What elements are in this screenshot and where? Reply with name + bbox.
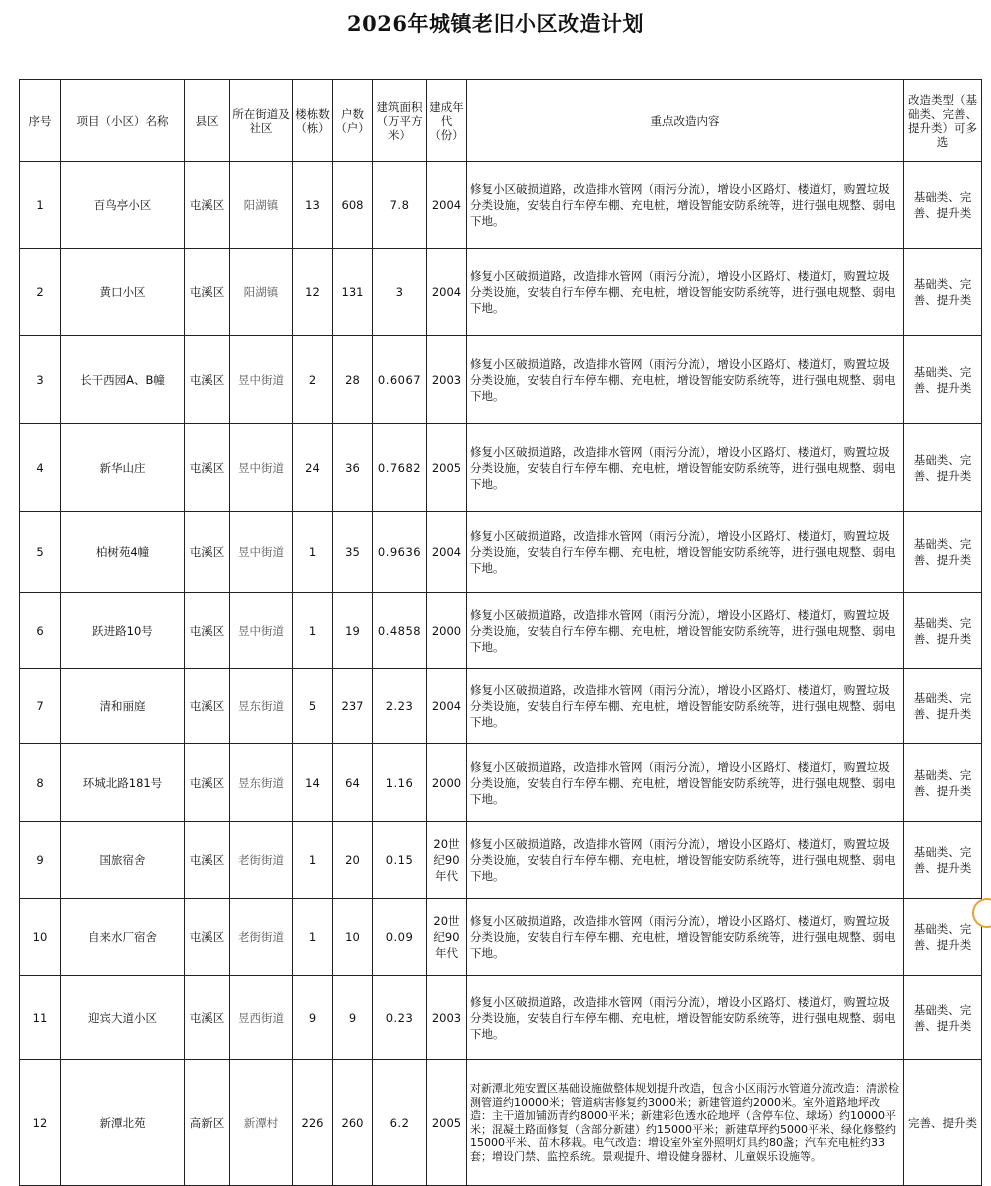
- cell-type: 基础类、完善、提升类: [904, 899, 982, 976]
- cell-district: 屯溪区: [185, 822, 230, 899]
- cell-seq: 1: [20, 162, 61, 249]
- cell-year: 2003: [427, 976, 467, 1060]
- cell-street: 昱中街道: [230, 424, 293, 512]
- cell-year: 2000: [427, 744, 467, 822]
- table-row: [20, 976, 982, 1060]
- cell-year: 20世纪90年代: [427, 899, 467, 976]
- cell-households: 10: [333, 899, 373, 976]
- table-row: [20, 669, 982, 744]
- cell-buildings: 13: [293, 162, 333, 249]
- cell-content: 修复小区破损道路，改造排水管网（雨污分流），增设小区路灯、楼道灯，购置垃圾分类设施，安装自行车停车棚、充电桩，增设智能安防系统等，进行强电规整、弱电下地。: [467, 899, 904, 976]
- cell-year: 2004: [427, 512, 467, 593]
- cell-content: 修复小区破损道路，改造排水管网（雨污分流），增设小区路灯、楼道灯，购置垃圾分类设施，安装自行车停车棚、充电桩，增设智能安防系统等，进行强电规整、弱电下地。: [467, 512, 904, 593]
- cell-name: 长干西园A、B幢: [61, 336, 185, 424]
- cell-content: 修复小区破损道路，改造排水管网（雨污分流），增设小区路灯、楼道灯，购置垃圾分类设施，安装自行车停车棚、充电桩，增设智能安防系统等，进行强电规整、弱电下地。: [467, 249, 904, 336]
- cell-seq: 7: [20, 669, 61, 744]
- cell-year: 2000: [427, 593, 467, 669]
- cell-type: 基础类、完善、提升类: [904, 593, 982, 669]
- cell-type: 基础类、完善、提升类: [904, 336, 982, 424]
- cell-area: 0.09: [373, 899, 427, 976]
- cell-seq: 11: [20, 976, 61, 1060]
- cell-seq: 9: [20, 822, 61, 899]
- cell-street: 昱西街道: [230, 976, 293, 1060]
- cell-district: 屯溪区: [185, 976, 230, 1060]
- cell-content: 修复小区破损道路，改造排水管网（雨污分流），增设小区路灯、楼道灯，购置垃圾分类设施，安装自行车停车棚、充电桩，增设智能安防系统等，进行强电规整、弱电下地。: [467, 162, 904, 249]
- cell-buildings: 9: [293, 976, 333, 1060]
- cell-district: 屯溪区: [185, 249, 230, 336]
- cell-seq: 3: [20, 336, 61, 424]
- header-type: 改造类型（基础类、完善、提升类）可多选: [904, 80, 982, 162]
- cell-area: 0.4858: [373, 593, 427, 669]
- cell-content: 修复小区破损道路，改造排水管网（雨污分流），增设小区路灯、楼道灯，购置垃圾分类设施，安装自行车停车棚、充电桩，增设智能安防系统等，进行强电规整、弱电下地。: [467, 744, 904, 822]
- cell-households: 20: [333, 822, 373, 899]
- cell-buildings: 12: [293, 249, 333, 336]
- cell-seq: 6: [20, 593, 61, 669]
- cell-type: 基础类、完善、提升类: [904, 822, 982, 899]
- cell-seq: 5: [20, 512, 61, 593]
- cell-buildings: 1: [293, 899, 333, 976]
- cell-area: 3: [373, 249, 427, 336]
- cell-year: 20世纪90年代: [427, 822, 467, 899]
- cell-name: 柏树苑4幢: [61, 512, 185, 593]
- header-households: 户数（户）: [333, 80, 373, 162]
- cell-area: 0.9636: [373, 512, 427, 593]
- cell-households: 64: [333, 744, 373, 822]
- cell-district: 屯溪区: [185, 336, 230, 424]
- cell-name: 跃进路10号: [61, 593, 185, 669]
- table-row: [20, 822, 982, 899]
- cell-type: 基础类、完善、提升类: [904, 249, 982, 336]
- cell-name: 百鸟亭小区: [61, 162, 185, 249]
- cell-content: 修复小区破损道路，改造排水管网（雨污分流），增设小区路灯、楼道灯，购置垃圾分类设施，安装自行车停车棚、充电桩，增设智能安防系统等，进行强电规整、弱电下地。: [467, 976, 904, 1060]
- cell-name: 黄口小区: [61, 249, 185, 336]
- cell-name: 环城北路181号: [61, 744, 185, 822]
- cell-street: 老街街道: [230, 822, 293, 899]
- cell-households: 260: [333, 1060, 373, 1186]
- cell-district: 屯溪区: [185, 669, 230, 744]
- table-row: [20, 899, 982, 976]
- cell-content: 修复小区破损道路，改造排水管网（雨污分流），增设小区路灯、楼道灯，购置垃圾分类设施，安装自行车停车棚、充电桩，增设智能安防系统等，进行强电规整、弱电下地。: [467, 822, 904, 899]
- header-area: 建筑面积（万平方米）: [373, 80, 427, 162]
- table-row: [20, 593, 982, 669]
- renovation-plan-table: [19, 79, 982, 1186]
- cell-year: 2005: [427, 1060, 467, 1186]
- cell-content: 修复小区破损道路，改造排水管网（雨污分流），增设小区路灯、楼道灯，购置垃圾分类设施，安装自行车停车棚、充电桩，增设智能安防系统等，进行强电规整、弱电下地。: [467, 424, 904, 512]
- cell-district: 屯溪区: [185, 899, 230, 976]
- header-year: 建成年代（份）: [427, 80, 467, 162]
- cell-type: 基础类、完善、提升类: [904, 669, 982, 744]
- cell-buildings: 24: [293, 424, 333, 512]
- cell-street: 昱中街道: [230, 336, 293, 424]
- cell-year: 2003: [427, 336, 467, 424]
- table-row: [20, 744, 982, 822]
- cell-seq: 10: [20, 899, 61, 976]
- cell-name: 国旅宿舍: [61, 822, 185, 899]
- cell-street: 阳湖镇: [230, 162, 293, 249]
- cell-type: 基础类、完善、提升类: [904, 744, 982, 822]
- cell-area: 0.7682: [373, 424, 427, 512]
- cell-district: 高新区: [185, 1060, 230, 1186]
- cell-buildings: 226: [293, 1060, 333, 1186]
- cell-households: 36: [333, 424, 373, 512]
- cell-district: 屯溪区: [185, 162, 230, 249]
- header-street: 所在街道及社区: [230, 80, 293, 162]
- header-name: 项目（小区）名称: [61, 80, 185, 162]
- cell-street: 老街街道: [230, 899, 293, 976]
- cell-seq: 4: [20, 424, 61, 512]
- cell-type: 基础类、完善、提升类: [904, 512, 982, 593]
- cell-households: 19: [333, 593, 373, 669]
- cell-year: 2004: [427, 162, 467, 249]
- cell-name: 迎宾大道小区: [61, 976, 185, 1060]
- cell-year: 2005: [427, 424, 467, 512]
- cell-street: 新潭村: [230, 1060, 293, 1186]
- cell-seq: 8: [20, 744, 61, 822]
- cell-area: 0.15: [373, 822, 427, 899]
- cell-street: 阳湖镇: [230, 249, 293, 336]
- page-title: 2026年城镇老旧小区改造计划: [347, 11, 644, 36]
- cell-name: 新华山庄: [61, 424, 185, 512]
- cell-street: 昱中街道: [230, 593, 293, 669]
- cell-district: 屯溪区: [185, 512, 230, 593]
- cell-households: 28: [333, 336, 373, 424]
- cell-street: 昱东街道: [230, 669, 293, 744]
- header-content: 重点改造内容: [467, 80, 904, 162]
- cell-households: 35: [333, 512, 373, 593]
- cell-content: 对新潭北苑安置区基础设施做整体规划提升改造，包含小区雨污水管道分流改造：清淤检测管道约10000米；管道病害修复约3000米；新建管道约2000米。室外道路地坪改造：主干道加铺沥青约8000平米；新建彩色透水砼地坪（含停车位、球场）约10000平米；混凝土路面修复（含部分新建）约15000平米；新建草坪约5000平米、绿化修整约15000平米、苗木移栽。电气改造：增设室外室外照明灯具约80盏；汽车充电桩约33套；增设门禁、监控系统。景观提升、增设健身器材、儿童娱乐设施等。: [467, 1060, 904, 1186]
- cell-type: 基础类、完善、提升类: [904, 424, 982, 512]
- cell-seq: 2: [20, 249, 61, 336]
- cell-district: 屯溪区: [185, 593, 230, 669]
- cell-households: 608: [333, 162, 373, 249]
- cell-content: 修复小区破损道路，改造排水管网（雨污分流），增设小区路灯、楼道灯，购置垃圾分类设施，安装自行车停车棚、充电桩，增设智能安防系统等，进行强电规整、弱电下地。: [467, 336, 904, 424]
- table-row: [20, 1060, 982, 1186]
- cell-area: 0.6067: [373, 336, 427, 424]
- cell-name: 新潭北苑: [61, 1060, 185, 1186]
- cell-buildings: 14: [293, 744, 333, 822]
- header-buildings: 楼栋数（栋）: [293, 80, 333, 162]
- table-header-row: [20, 80, 982, 162]
- cell-buildings: 1: [293, 822, 333, 899]
- cell-year: 2004: [427, 669, 467, 744]
- cell-buildings: 1: [293, 512, 333, 593]
- cell-type: 完善、提升类: [904, 1060, 982, 1186]
- table-row: [20, 512, 982, 593]
- cell-households: 131: [333, 249, 373, 336]
- cell-households: 237: [333, 669, 373, 744]
- table-row: [20, 162, 982, 249]
- cell-buildings: 1: [293, 593, 333, 669]
- cell-type: 基础类、完善、提升类: [904, 162, 982, 249]
- cell-buildings: 2: [293, 336, 333, 424]
- cell-area: 1.16: [373, 744, 427, 822]
- table-row: [20, 249, 982, 336]
- cell-district: 屯溪区: [185, 424, 230, 512]
- header-seq: 序号: [20, 80, 61, 162]
- cell-seq: 12: [20, 1060, 61, 1186]
- cell-area: 0.23: [373, 976, 427, 1060]
- cell-area: 2.23: [373, 669, 427, 744]
- cell-street: 昱东街道: [230, 744, 293, 822]
- cell-buildings: 5: [293, 669, 333, 744]
- cell-name: 清和丽庭: [61, 669, 185, 744]
- cell-district: 屯溪区: [185, 744, 230, 822]
- cell-area: 7.8: [373, 162, 427, 249]
- cell-name: 自来水厂宿舍: [61, 899, 185, 976]
- cell-area: 6.2: [373, 1060, 427, 1186]
- cell-content: 修复小区破损道路，改造排水管网（雨污分流），增设小区路灯、楼道灯，购置垃圾分类设施，安装自行车停车棚、充电桩，增设智能安防系统等，进行强电规整、弱电下地。: [467, 669, 904, 744]
- cell-content: 修复小区破损道路，改造排水管网（雨污分流），增设小区路灯、楼道灯，购置垃圾分类设施，安装自行车停车棚、充电桩，增设智能安防系统等，进行强电规整、弱电下地。: [467, 593, 904, 669]
- cell-street: 昱中街道: [230, 512, 293, 593]
- header-district: 县区: [185, 80, 230, 162]
- cell-year: 2004: [427, 249, 467, 336]
- table-row: [20, 336, 982, 424]
- cell-households: 9: [333, 976, 373, 1060]
- table-row: [20, 424, 982, 512]
- cell-type: 基础类、完善、提升类: [904, 976, 982, 1060]
